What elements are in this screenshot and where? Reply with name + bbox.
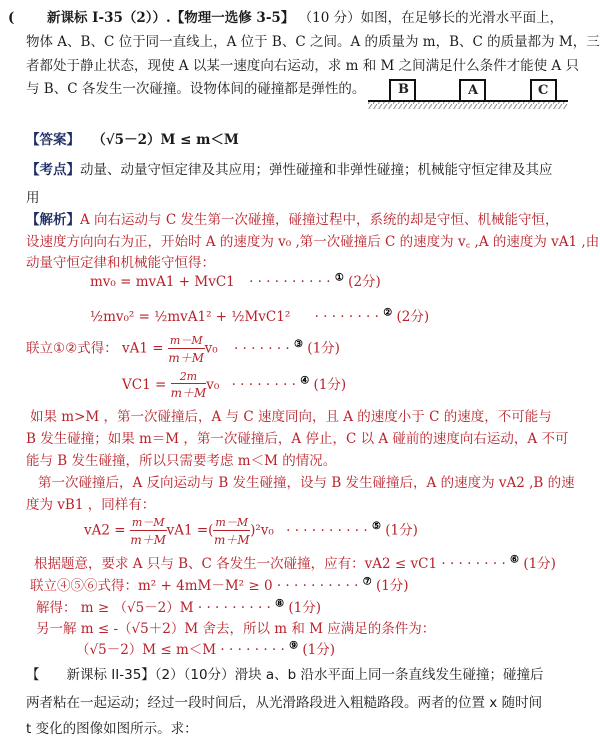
eq9-text: （√5－2）M ≤ m＜M: [76, 642, 217, 658]
eq6-text: 根据题意，要求 A 只与 B、C 各发生一次碰撞，应有：vA2 ≤ vC1: [34, 556, 438, 572]
eq5-dots: · · · · · · · · · ·: [286, 522, 368, 539]
equation-4: [122, 370, 346, 401]
eq4-num: 2m: [171, 370, 207, 384]
eq4-lhs: VC1 =: [122, 377, 167, 393]
eq5-fraction-2: [213, 514, 250, 548]
eq1-text: mv₀ = mvA1 + MvC1: [90, 274, 235, 290]
answer-row: [26, 128, 239, 148]
eq4-marker: ④: [300, 375, 310, 387]
eq9-dots: · · · · · · · ·: [220, 642, 285, 658]
eq8-dots: · · · · · · · · ·: [197, 600, 271, 616]
header-points: （10 分）: [298, 10, 361, 26]
eq4-score: (1分): [313, 377, 347, 393]
eq9-score: (1分): [302, 642, 335, 658]
eq5-den1: m＋M: [130, 533, 167, 547]
block-b-label: B: [398, 82, 409, 97]
eq4-dots: · · · · · · · ·: [231, 377, 296, 393]
problem1-header: [8, 6, 563, 26]
eq5-mid: vA1 =(: [166, 522, 214, 539]
equation-7: [30, 574, 409, 594]
answer-label: 【答案】: [26, 132, 80, 148]
equation-6: [34, 552, 556, 572]
analysis-row: [26, 208, 558, 228]
eq1-marker: ①: [334, 272, 344, 284]
equation-1: [90, 270, 381, 290]
eq3-den: m＋M: [168, 351, 205, 365]
eq3-tail: v₀: [204, 340, 218, 357]
analysis-line3: 动量守恒定律和机械能守恒得：: [26, 255, 215, 271]
eq4-tail: v₀: [206, 377, 220, 393]
eq5-marker: ⑤: [371, 521, 381, 532]
block-c-label: C: [538, 83, 549, 98]
eq5-num1: m－M: [131, 516, 165, 529]
equation-5: [84, 514, 418, 548]
eq5-fraction-1: [130, 514, 167, 548]
eq5-tail: )²v₀: [250, 522, 274, 539]
kaodian-line1: 动量、动量守恒定律及其应用；弹性碰撞和非弹性碰撞；机械能守恒定律及其应: [80, 162, 553, 178]
problem1-line3: 者都处于静止状态，现使 A 以某一速度向右运动，求 m 和 M 之间满足什么条件才能使 A 只: [26, 58, 579, 74]
eq3-fraction: [168, 332, 205, 366]
eq5-lhs: vA2 =: [84, 522, 126, 539]
eq7-text: 联立④⑤⑥式得：m² + 4mM－M² ≥ 0: [30, 578, 273, 594]
eq3-lhs: vA1 =: [122, 340, 164, 357]
equation-3: [26, 332, 340, 366]
eq3-prefix: 联立①②式得：: [26, 340, 118, 357]
eq5-den2: m＋M: [213, 533, 250, 547]
para2-line2: 度为 vB1 ，同样有：: [26, 497, 156, 513]
problem2-line3: t 变化的图像如图所示。求：: [26, 721, 198, 737]
eq7-dots: · · · · · · · · · ·: [276, 578, 359, 594]
block-a-label: A: [468, 83, 479, 98]
blocks-diagram: [368, 74, 568, 114]
eq3-marker: ③: [294, 339, 303, 350]
eq9-marker: ⑨: [289, 640, 299, 652]
eq5-num2: m－M: [215, 516, 249, 529]
eq3-score: (1分): [307, 340, 340, 357]
eq2-dots: · · · · · · · ·: [314, 309, 379, 325]
eq7-marker: ⑦: [362, 576, 372, 588]
eq5-score: (1分): [385, 522, 418, 539]
answer-value: （√5－2）M ≤ m＜M: [92, 132, 239, 148]
other-solution-line: 另一解 m ≤ -（√5＋2）M 舍去，所以 m 和 M 应满足的条件为：: [36, 621, 436, 637]
eq2-score: (2分): [396, 309, 430, 325]
analysis-label: 【解析】: [26, 212, 80, 228]
analysis-line2: 设速度方向向右为正，开始时 A 的速度为 v₀ ,第一次碰撞后 C 的速度为 v꜀ ,A 的速度为 vA1 ,由: [26, 234, 600, 250]
eq8-score: (1分): [288, 600, 322, 616]
header-paren: (: [8, 10, 15, 26]
problem1-line1: 如图，在足够长的光滑水平面上，: [360, 10, 564, 26]
eq2-marker: ②: [383, 307, 393, 319]
problem1-line4: 与 B、C 各发生一次碰撞。设物体间的碰撞都是弹性的。: [26, 81, 366, 97]
eq6-dots: · · · · · · · ·: [441, 556, 506, 572]
eq8-text: 解得： m ≥ （√5－2）M: [36, 600, 194, 616]
kaodian-line2: 用: [26, 190, 40, 206]
problem2-line1: 【 新课标 II-35】（2）（10分）滑块 a、b 沿水平面上同一条直线发生碰撞；碰撞后: [26, 667, 544, 683]
equation-8: [36, 596, 321, 616]
para1-line3: 能与 B 发生碰撞，所以只需要考虑 m＜M 的情况。: [26, 453, 337, 469]
equation-2: [90, 305, 429, 325]
eq1-dots: · · · · · · · · · ·: [249, 274, 331, 290]
para1-line1: 如果 m>M ，第一次碰撞后，A 与 C 速度同向，且 A 的速度小于 C 的速度，不可能与: [30, 409, 552, 425]
kaodian-label: 【考点】: [26, 162, 80, 178]
eq6-score: (1分): [523, 556, 556, 572]
eq2-text: ½mv₀² = ½mvA1² + ½MvC1²: [90, 309, 291, 325]
equation-9: [76, 638, 335, 658]
para1-line2: B 发生碰撞；如果 m＝M ，第一次碰撞后，A 停止，C 以 A 碰前的速度向右运动，A 不可: [26, 431, 569, 447]
eq6-marker: ⑥: [510, 554, 520, 566]
eq7-score: (1分): [375, 578, 409, 594]
problem1-line2: 物体 A、B、C 位于同一直线上，A 位于 B、C 之间。A 的质量为 m，B、C 的质量都为 M，三: [26, 34, 600, 50]
kaodian-row: [26, 158, 553, 178]
eq3-dots: · · · · · · ·: [233, 340, 290, 357]
problem2-line2: 两者粘在一起运动；经过一段时间后，从光滑路段进入粗糙路段。两者的位置 x 随时间: [26, 695, 543, 711]
eq3-num: m－M: [169, 334, 203, 347]
eq8-marker: ⑧: [275, 598, 285, 610]
para2-line1: 第一次碰撞后，A 反向运动与 B 发生碰撞，设与 B 发生碰撞后，A 的速度为 vA2 ,B 的速: [38, 475, 575, 491]
analysis-line1: A 向右运动与 C 发生第一次碰撞，碰撞过程中，系统的却是守恒、机械能守恒，: [80, 212, 559, 228]
header-source: 新课标 I-35（2））.【物理一选修 3-5】: [46, 10, 295, 26]
eq4-fraction: [171, 370, 207, 401]
eq4-den: m＋M: [170, 386, 207, 400]
eq1-score: (2分): [348, 274, 381, 290]
